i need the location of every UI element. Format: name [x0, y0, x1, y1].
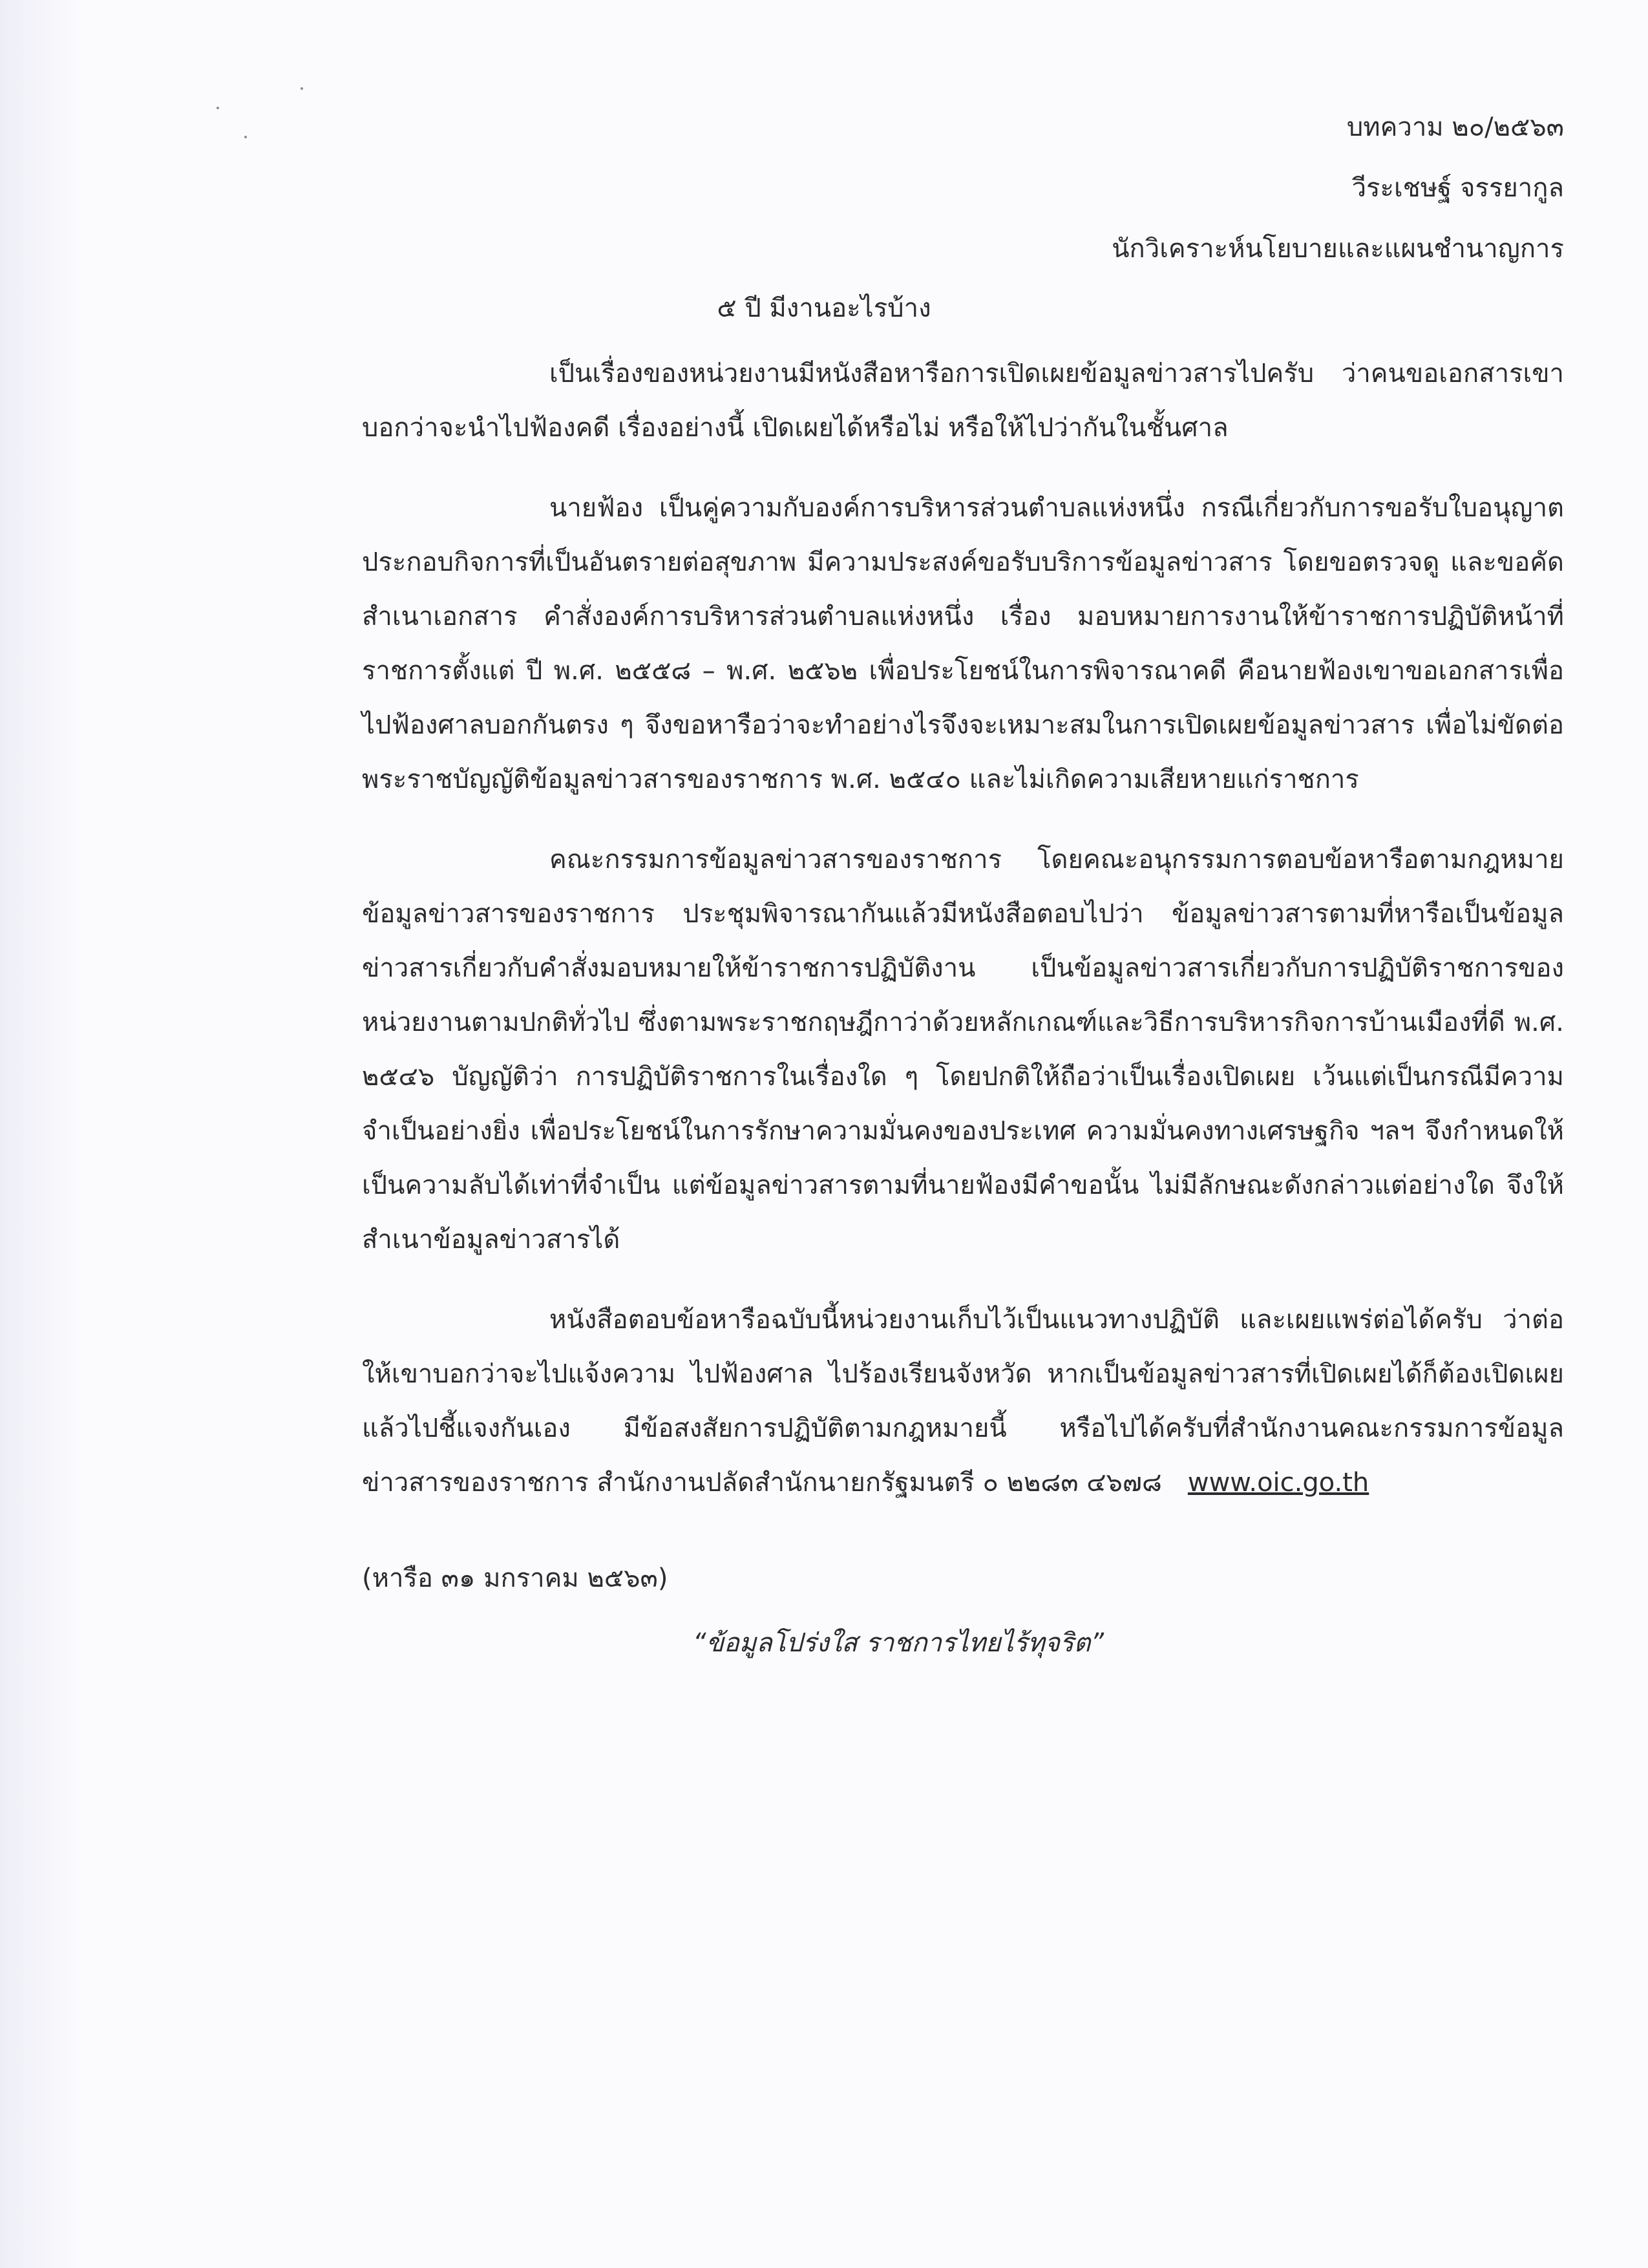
document-title: ๕ ปี มีงานอะไรบ้าง — [717, 293, 931, 323]
document-header — [1112, 97, 1564, 279]
author-name: วีระเชษฐ์ จรรยากูล — [1351, 173, 1564, 203]
scan-shadow-edge — [0, 0, 78, 2268]
article-number: บทความ ๒๐/๒๕๖๓ — [1346, 112, 1564, 142]
scan-speck — [217, 107, 219, 109]
consultation-date: (หารือ ๓๑ มกราคม ๒๕๖๓) — [362, 1563, 668, 1593]
contact-url-link[interactable]: www.oic.go.th — [1187, 1468, 1369, 1498]
paragraph-4-text: หนังสือตอบข้อหารือฉบับนี้หน่วยงานเก็บไว้เป็นแนวทางปฏิบัติ และเผยแพร่ต่อได้ครับ ว่าต่อให้เขาบอกว่าจะไปแจ้งความ ไปฟ้องศาล ไปร้องเรียนจังหวัด หากเป็นข้อมูลข่าวสารที่เปิดเผยได้ก็ต้องเปิดเผย แล้วไปชี้แจงกันเอง มีข้อสงสัยการปฏิบัติตามกฎหมายนี้ หรือไปได้ครับที่สำนักงานคณะกรรมการข้อมูลข่าวสารของราชการ สำนักงานปลัดสำนักนายกรัฐมนตรี ๐ ๒๒๘๓ ๔๖๗๘ — [362, 1305, 1564, 1498]
paragraph-1: เป็นเรื่องของหน่วยงานมีหนังสือหารือการเปิดเผยข้อมูลข่าวสารไปครับ ว่าคนขอเอกสารเขาบอกว่าจะนำไปฟ้องคดี เรื่องอย่างนี้ เปิดเผยได้หรือไม่ หรือให้ไปว่ากันในชั้นศาล — [362, 359, 1564, 443]
paragraph-4 — [362, 1293, 1564, 1510]
scan-speck — [244, 136, 247, 138]
scan-speck — [301, 87, 303, 90]
slogan: “ข้อมูลโปร่งใส ราชการไทยไร้ทุจริต” — [692, 1628, 1104, 1658]
paragraph-2: นายฟ้อง เป็นคู่ความกับองค์การบริหารส่วนตำบลแห่งหนึ่ง กรณีเกี่ยวกับการขอรับใบอนุญาตประกอบกิจการที่เป็นอันตรายต่อสุขภาพ มีความประสงค์ขอรับบริการข้อมูลข่าวสาร โดยขอตรวจดู และขอคัดสำเนาเอกสาร คำสั่งองค์การบริหารส่วนตำบลแห่งหนึ่ง เรื่อง มอบหมายการงานให้ข้าราชการปฏิบัติหน้าที่ราชการตั้งแต่ ปี พ.ศ. ๒๕๕๘ – พ.ศ. ๒๕๖๒ เพื่อประโยชน์ในการพิจารณาคดี คือนายฟ้องเขาขอเอกสารเพื่อไปฟ้องศาลบอกกันตรง ๆ จึงขอหารือว่าจะทำอย่างไรจึงจะเหมาะสมในการเปิดเผยข้อมูลข่าวสาร เพื่อไม่ขัดต่อพระราชบัญญัติข้อมูลข่าวสารของราชการ พ.ศ. ๒๕๔๐ และไม่เกิดความเสียหายแก่ราชการ — [362, 493, 1564, 794]
author-position: นักวิเคราะห์นโยบายและแผนชำนาญการ — [1112, 234, 1564, 264]
paragraph-3: คณะกรรมการข้อมูลข่าวสารของราชการ โดยคณะอนุกรรมการตอบข้อหารือตามกฎหมายข้อมูลข่าวสารของราชการ ประชุมพิจารณากันแล้วมีหนังสือตอบไปว่า ข้อมูลข่าวสารตามที่หารือเป็นข้อมูลข่าวสารเกี่ยวกับคำสั่งมอบหมายให้ข้าราชการปฏิบัติงาน เป็นข้อมูลข่าวสารเกี่ยวกับการปฏิบัติราชการของหน่วยงานตามปกติทั่วไป ซึ่งตามพระราชกฤษฎีกาว่าด้วยหลักเกณฑ์และวิธีการบริหารกิจการบ้านเมืองที่ดี พ.ศ. ๒๕๔๖ บัญญัติว่า การปฏิบัติราชการในเรื่องใด ๆ โดยปกติให้ถือว่าเป็นเรื่องเปิดเผย เว้นแต่เป็นกรณีมีความจำเป็นอย่างยิ่ง เพื่อประโยชน์ในการรักษาความมั่นคงของประเทศ ความมั่นคงทางเศรษฐกิจ ฯลฯ จึงกำหนดให้เป็นความลับได้เท่าที่จำเป็น แต่ข้อมูลข่าวสารตามที่นายฟ้องมีคำขอนั้น ไม่มีลักษณะดังกล่าวแต่อย่างใด จึงให้สำเนาข้อมูลข่าวสารได้ — [362, 845, 1564, 1255]
